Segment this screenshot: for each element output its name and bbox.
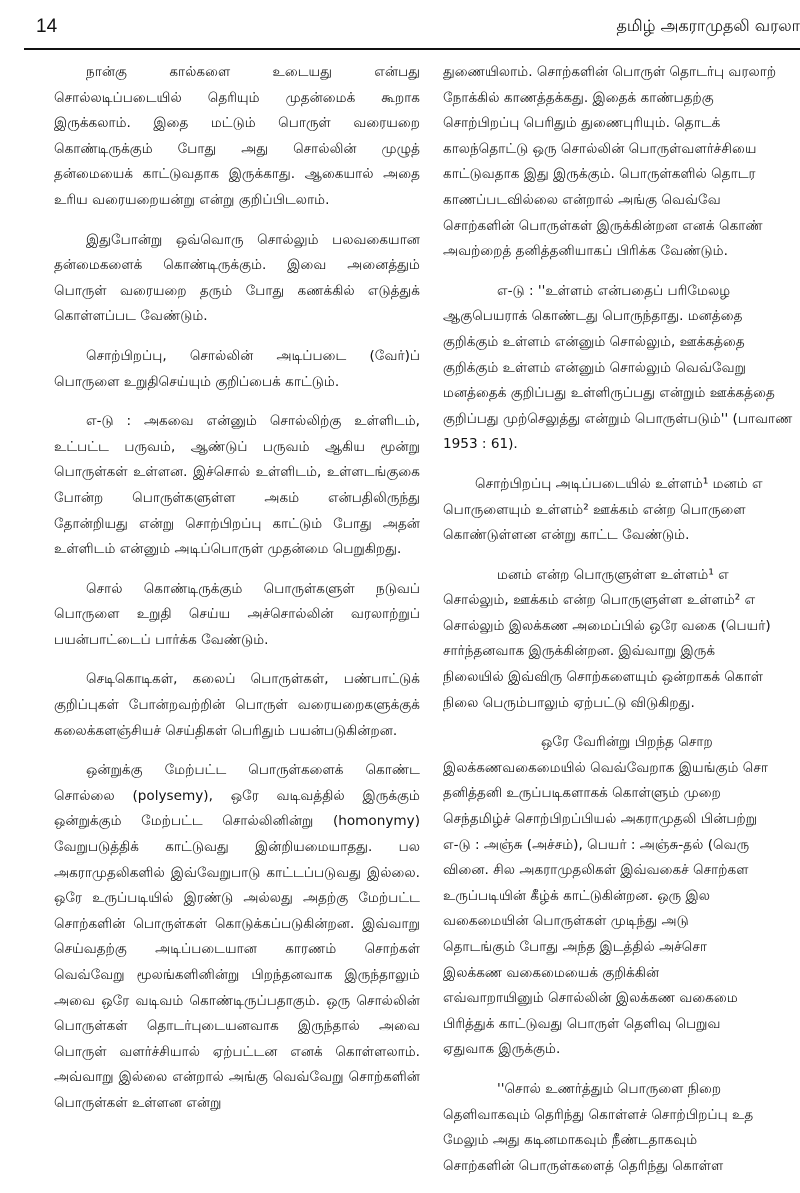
text-line: காலந்தொட்டு ஒரு சொல்லின் பொருள்வளர்ச்சியை <box>443 140 757 157</box>
text-line: மேலும் அது கடினமாகவும் நீண்டதாகவும் <box>443 1132 698 1149</box>
text-line: சார்ந்தனவாக இருக்கின்றன. இவ்வாறு இருக் <box>443 643 716 660</box>
text-line: இலக்கணவகைமையில் வெவ்வேறாக இயங்கும் சொ <box>443 759 769 776</box>
text-line: பொருளையும் உள்ளம்² ஊக்கம் என்ற பொருளை <box>443 501 746 518</box>
text-line: சொற்களின் பொருள்களைத் தெரிந்து கொள்ள <box>443 1157 724 1174</box>
paragraph <box>443 563 800 717</box>
paragraph <box>443 730 800 1063</box>
paragraph: இதுபோன்று ஒவ்வொரு சொல்லும் பலவகையான தன்மைகளைக் கொண்டிருக்கும். இவை அனைத்தும் பொருள் வரையறை தரும் போது கணக்கில் எடுத்துக் கொள்ளப்பட வேண்டும். <box>54 231 420 325</box>
text-line: இலக்கண வகைமையைக் குறிக்கின் <box>443 964 660 981</box>
right-column <box>443 60 800 1193</box>
text-line: நிலை பெரும்பாலும் ஏற்பட்டு விடுகிறது. <box>443 694 695 711</box>
paragraph: சொற்பிறப்பு, சொல்லின் அடிப்படை (வேர்)ப் பொருளை உறுதிசெய்யும் குறிப்பைக் காட்டும். <box>54 347 420 390</box>
text-line: எ-டு : அஞ்சு (அச்சம்), பெயர் : அஞ்சு-தல் (வெரு <box>443 836 750 853</box>
text-line: உருப்படியின் கீழ்க் காட்டுகின்றன. ஒரு இல <box>443 887 711 904</box>
text-line: தொடங்கும் போது அந்த இடத்தில் அச்சொ <box>443 939 707 955</box>
text-line: எவ்வாறாயினும் சொல்லின் இலக்கண வகைமை <box>443 990 738 1007</box>
text-line: ஒரே வேரின்று பிறந்த சொற <box>541 734 713 751</box>
text-line: தனித்தனி உருப்படிகளாகக் கொள்ளும் முறை <box>443 785 721 802</box>
text-line: வகைமையின் பொருள்கள் முடிந்து அடு <box>443 913 689 930</box>
text-line: ஏதுவாக இருக்கும். <box>443 1041 561 1058</box>
paragraph: ஒன்றுக்கு மேற்பட்ட பொருள்களைக் கொண்ட சொல்லை (polysemy), ஒரே வடிவத்தில் இருக்கும் ஒன்றுக்கும் மேற்பட்ட சொல்லினின்று (homonymy) வேறுபடுத்திக் காட்டுவது இன்றியமையாதது. பல அகராமுதலிகளில் இவ்வேறுபாடு காட்டப்படுவது இல்லை. ஒரே உருப்படியில் இரண்டு அல்லது அதற்கு மேற்பட்ட சொற்களின் பொருள்கள் கொடுக்கப்படுகின்றன. இவ்வாறு செய்வதற்கு அடிப்படையான காரணம் சொற்கள் வெவ்வேறு மூலங்களினின்று பிறந்தனவாக இருந்தாலும் அவை ஒரே வடிவம் கொண்டிருப்பதாகும். ஒரு சொல்லின் பொருள்கள் தொடர்புடையனவாக இருந்தால் அவை பொருள் வளர்ச்சியால் ஏற்பட்டன எனக் கொள்ளலாம். அவ்வாறு இல்லை என்றால் அங்கு வெவ்வேறு சொற்களின் பொருள்கள் உள்ளன என்று <box>54 762 420 1111</box>
text-line: நிலையில் இவ்விரு சொற்களையும் ஒன்றாகக் கொள் <box>443 669 764 686</box>
paragraph <box>443 1077 800 1179</box>
text-line: செந்தமிழ்ச் சொற்பிறப்பியல் அகராமுதலி பின்பற்று <box>443 811 758 828</box>
text-line: குறிக்கும் உள்ளம் என்னும் சொல்லும் வெவ்வேறு <box>443 359 746 376</box>
text-line: காட்டுவதாக இது இருக்கும். பொருள்களில் தொடர <box>443 166 756 183</box>
text-line: கொண்டுள்ளன என்று காட்ட வேண்டும். <box>443 527 690 544</box>
running-title: தமிழ் அகராமுதலி வரலா <box>616 16 800 35</box>
text-line: அவற்றைத் தனித்தனியாகப் பிரிக்க வேண்டும். <box>443 243 728 260</box>
header-rule <box>24 48 800 50</box>
text-line: சொல்லும், ஊக்கம் என்ற பொருளுள்ள உள்ளம்² எ <box>443 592 756 609</box>
page-number: 14 <box>36 16 58 37</box>
paragraph: செடிகொடிகள், கலைப் பொருள்கள், பண்பாட்டுக் குறிப்புகள் போன்றவற்றின் பொருள் வரையறைகளுக்குக் கலைக்களஞ்சியச் செய்திகள் பெரிதும் பயன்படுகின்றன. <box>54 671 420 739</box>
text-line: ஆகுபெயராக் கொண்டது பொருந்தாது. மனத்தை <box>443 308 743 325</box>
text-line: எ-டு : ''உள்ளம் என்பதைப் பரிமேலழ <box>497 282 731 299</box>
paragraph <box>443 472 800 549</box>
text-line: பிரித்துக் காட்டுவது பொருள் தெளிவு பெறுவ <box>443 1015 721 1032</box>
text-line: குறிக்கும் உள்ளம் என்னும் சொல்லும், ஊக்கத்தை <box>443 333 745 350</box>
text-line: சொற்களின் பொருள்கள் இருக்கின்றன எனக் கொண் <box>443 217 763 234</box>
paragraph: எ-டு : அகவை என்னும் சொல்லிற்கு உள்ளிடம், உட்பட்ட பருவம், ஆண்டுப் பருவம் ஆகிய மூன்று பொருள்கள் உள்ளன. இச்சொல் உள்ளிடம், உள்ளடங்குகை போன்ற பொருள்களுள்ள அகம் என்பதிலிருந்து தோன்றியது என்று சொற்பிறப்பு காட்டும் போது அதன் உள்ளிடம் என்னும் அடிப்பொருள் முதன்மை பெறுகிறது. <box>54 413 420 558</box>
paragraph <box>443 279 800 458</box>
text-line: குறிப்பது முற்செலுத்து என்றும் பொருள்படும்'' (பாவாண <box>443 410 793 427</box>
text-line: துணையிலாம். சொற்களின் பொருள் தொடர்பு வரலாற் <box>443 64 777 80</box>
page-header <box>0 0 800 52</box>
text-line: சொல்லும் இலக்கண அமைப்பில் ஒரே வகை (பெயர்) <box>443 617 771 634</box>
text-line: தெளிவாகவும் தெரிந்து கொள்ளச் சொற்பிறப்பு உத <box>443 1106 754 1123</box>
paragraph <box>443 60 800 265</box>
text-line: சொற்பிறப்பு பெரிதும் துணைபுரியும். தொடக் <box>443 115 721 132</box>
text-line: மனம் என்ற பொருளுள்ள உள்ளம்¹ எ <box>497 566 729 583</box>
text-line: காணப்படவில்லை என்றால் அங்கு வெவ்வே <box>443 191 721 208</box>
left-column <box>54 60 420 1131</box>
text-line: 1953 : 61). <box>443 436 518 453</box>
paragraph: சொல் கொண்டிருக்கும் பொருள்களுள் நடுவப் பொருளை உறுதி செய்ய அச்சொல்லின் வரலாற்றுப் பயன்பாட்டைப் பார்க்க வேண்டும். <box>54 580 420 648</box>
text-line: நோக்கில் காணத்தக்கது. இதைக் காண்பதற்கு <box>443 89 714 106</box>
text-line: வினை. சில அகராமுதலிகள் இவ்வகைச் சொற்கள <box>443 862 749 879</box>
text-line: ''சொல் உணர்த்தும் பொருளை நிறை <box>497 1080 722 1097</box>
paragraph: நான்கு கால்களை உடையது என்பது சொல்லடிப்படையில் தெரியும் முதன்மைக் கூறாக இருக்கலாம். இதை மட்டும் பொருள் வரையறை கொண்டிருக்கும் போது அது சொல்லின் முழுத் தன்மையைக் காட்டுவதாக இருக்காது. ஆகையால் அதை உரிய வரையறையன்று என்று குறிப்பிடலாம். <box>54 64 420 208</box>
text-line: மனத்தைக் குறிப்பது உள்ளிருப்பது என்றும் ஊக்கத்தை <box>443 385 775 402</box>
text-line: சொற்பிறப்பு அடிப்படையில் உள்ளம்¹ மனம் எ <box>475 475 763 492</box>
